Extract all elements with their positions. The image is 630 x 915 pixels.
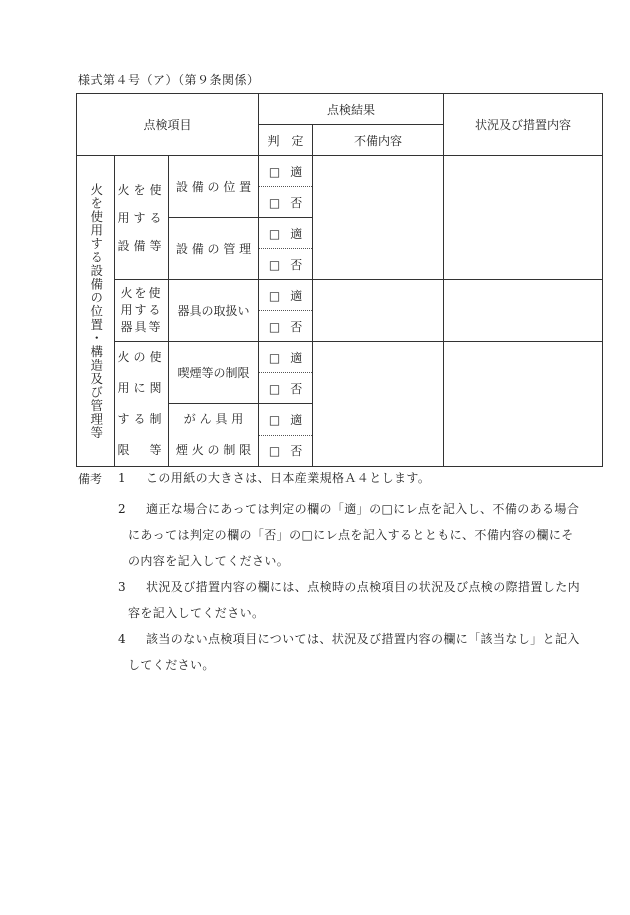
header-status: 状況及び措置内容 (444, 94, 603, 156)
status-cell-appliance[interactable] (444, 280, 603, 342)
judge-ng-toy-fireworks[interactable]: □ 否 (259, 435, 313, 467)
item-equipment-position: 設 備 の 位 置 (169, 156, 259, 218)
header-results: 点検結果 (259, 94, 444, 125)
header-defect: 不備内容 (313, 125, 444, 156)
judge-ok-toy-fireworks[interactable]: □ 適 (259, 404, 313, 436)
defect-cell-equipment[interactable] (313, 156, 444, 280)
header-judgment: 判 定 (259, 125, 313, 156)
note-1: 1 この用紙の大きさは、日本産業規格Ａ４とします。 (118, 471, 431, 485)
item-equipment-management: 設 備 の 管 理 (169, 218, 259, 280)
group-equipment-label: 火を使 用する 設備等 (115, 156, 169, 280)
note-4: 4 該当のない点検項目については、状況及び措置内容の欄に「該当なし」と記入 してください。 (118, 632, 580, 672)
group-fire-restriction-label: 火の使 用に関 する制 限 等 (115, 342, 169, 467)
note-3: 3 状況及び措置内容の欄には、点検時の点検項目の状況及び点検の際措置した内 容を記入してください。 (118, 580, 581, 620)
status-cell-fire-restriction[interactable] (444, 342, 603, 467)
item-appliance-handling: 器具の取扱い (169, 280, 259, 342)
category-label: 火を使用する設備の位置・構造及び管理等 (88, 182, 104, 440)
status-cell-equipment[interactable] (444, 156, 603, 280)
inspection-table (76, 93, 603, 467)
form-title: 様式第４号（ア）（第９条関係） (78, 73, 260, 87)
judge-ng-smoking-restriction[interactable]: □ 否 (259, 373, 313, 404)
judge-ok-appliance-handling[interactable]: □ 適 (259, 280, 313, 311)
judge-ok-smoking-restriction[interactable]: □ 適 (259, 342, 313, 373)
note-2: 2 適正な場合にあっては判定の欄の「適」の□にレ点を記入し、不備のある場合 にあっては判定の欄の「否」の□にレ点を記入するとともに、不備内容の欄にそ の内容を記入してください。 (118, 502, 580, 568)
defect-cell-fire-restriction[interactable] (313, 342, 444, 467)
judge-ng-equipment-position[interactable]: □ 否 (259, 187, 313, 218)
category-cell (77, 156, 115, 467)
group-appliance-label: 火を使 用する 器具等 (115, 280, 169, 342)
item-toy-fireworks-restriction: が ん 具 用 煙 火 の 制 限 (169, 404, 259, 467)
defect-cell-appliance[interactable] (313, 280, 444, 342)
item-smoking-restriction: 喫煙等の制限 (169, 342, 259, 404)
judge-ok-equipment-management[interactable]: □ 適 (259, 218, 313, 249)
judge-ng-equipment-management[interactable]: □ 否 (259, 249, 313, 280)
notes-heading: 備考 (78, 472, 103, 486)
judge-ng-appliance-handling[interactable]: □ 否 (259, 311, 313, 342)
judge-ok-equipment-position[interactable]: □ 適 (259, 156, 313, 187)
header-items: 点検項目 (77, 94, 259, 156)
